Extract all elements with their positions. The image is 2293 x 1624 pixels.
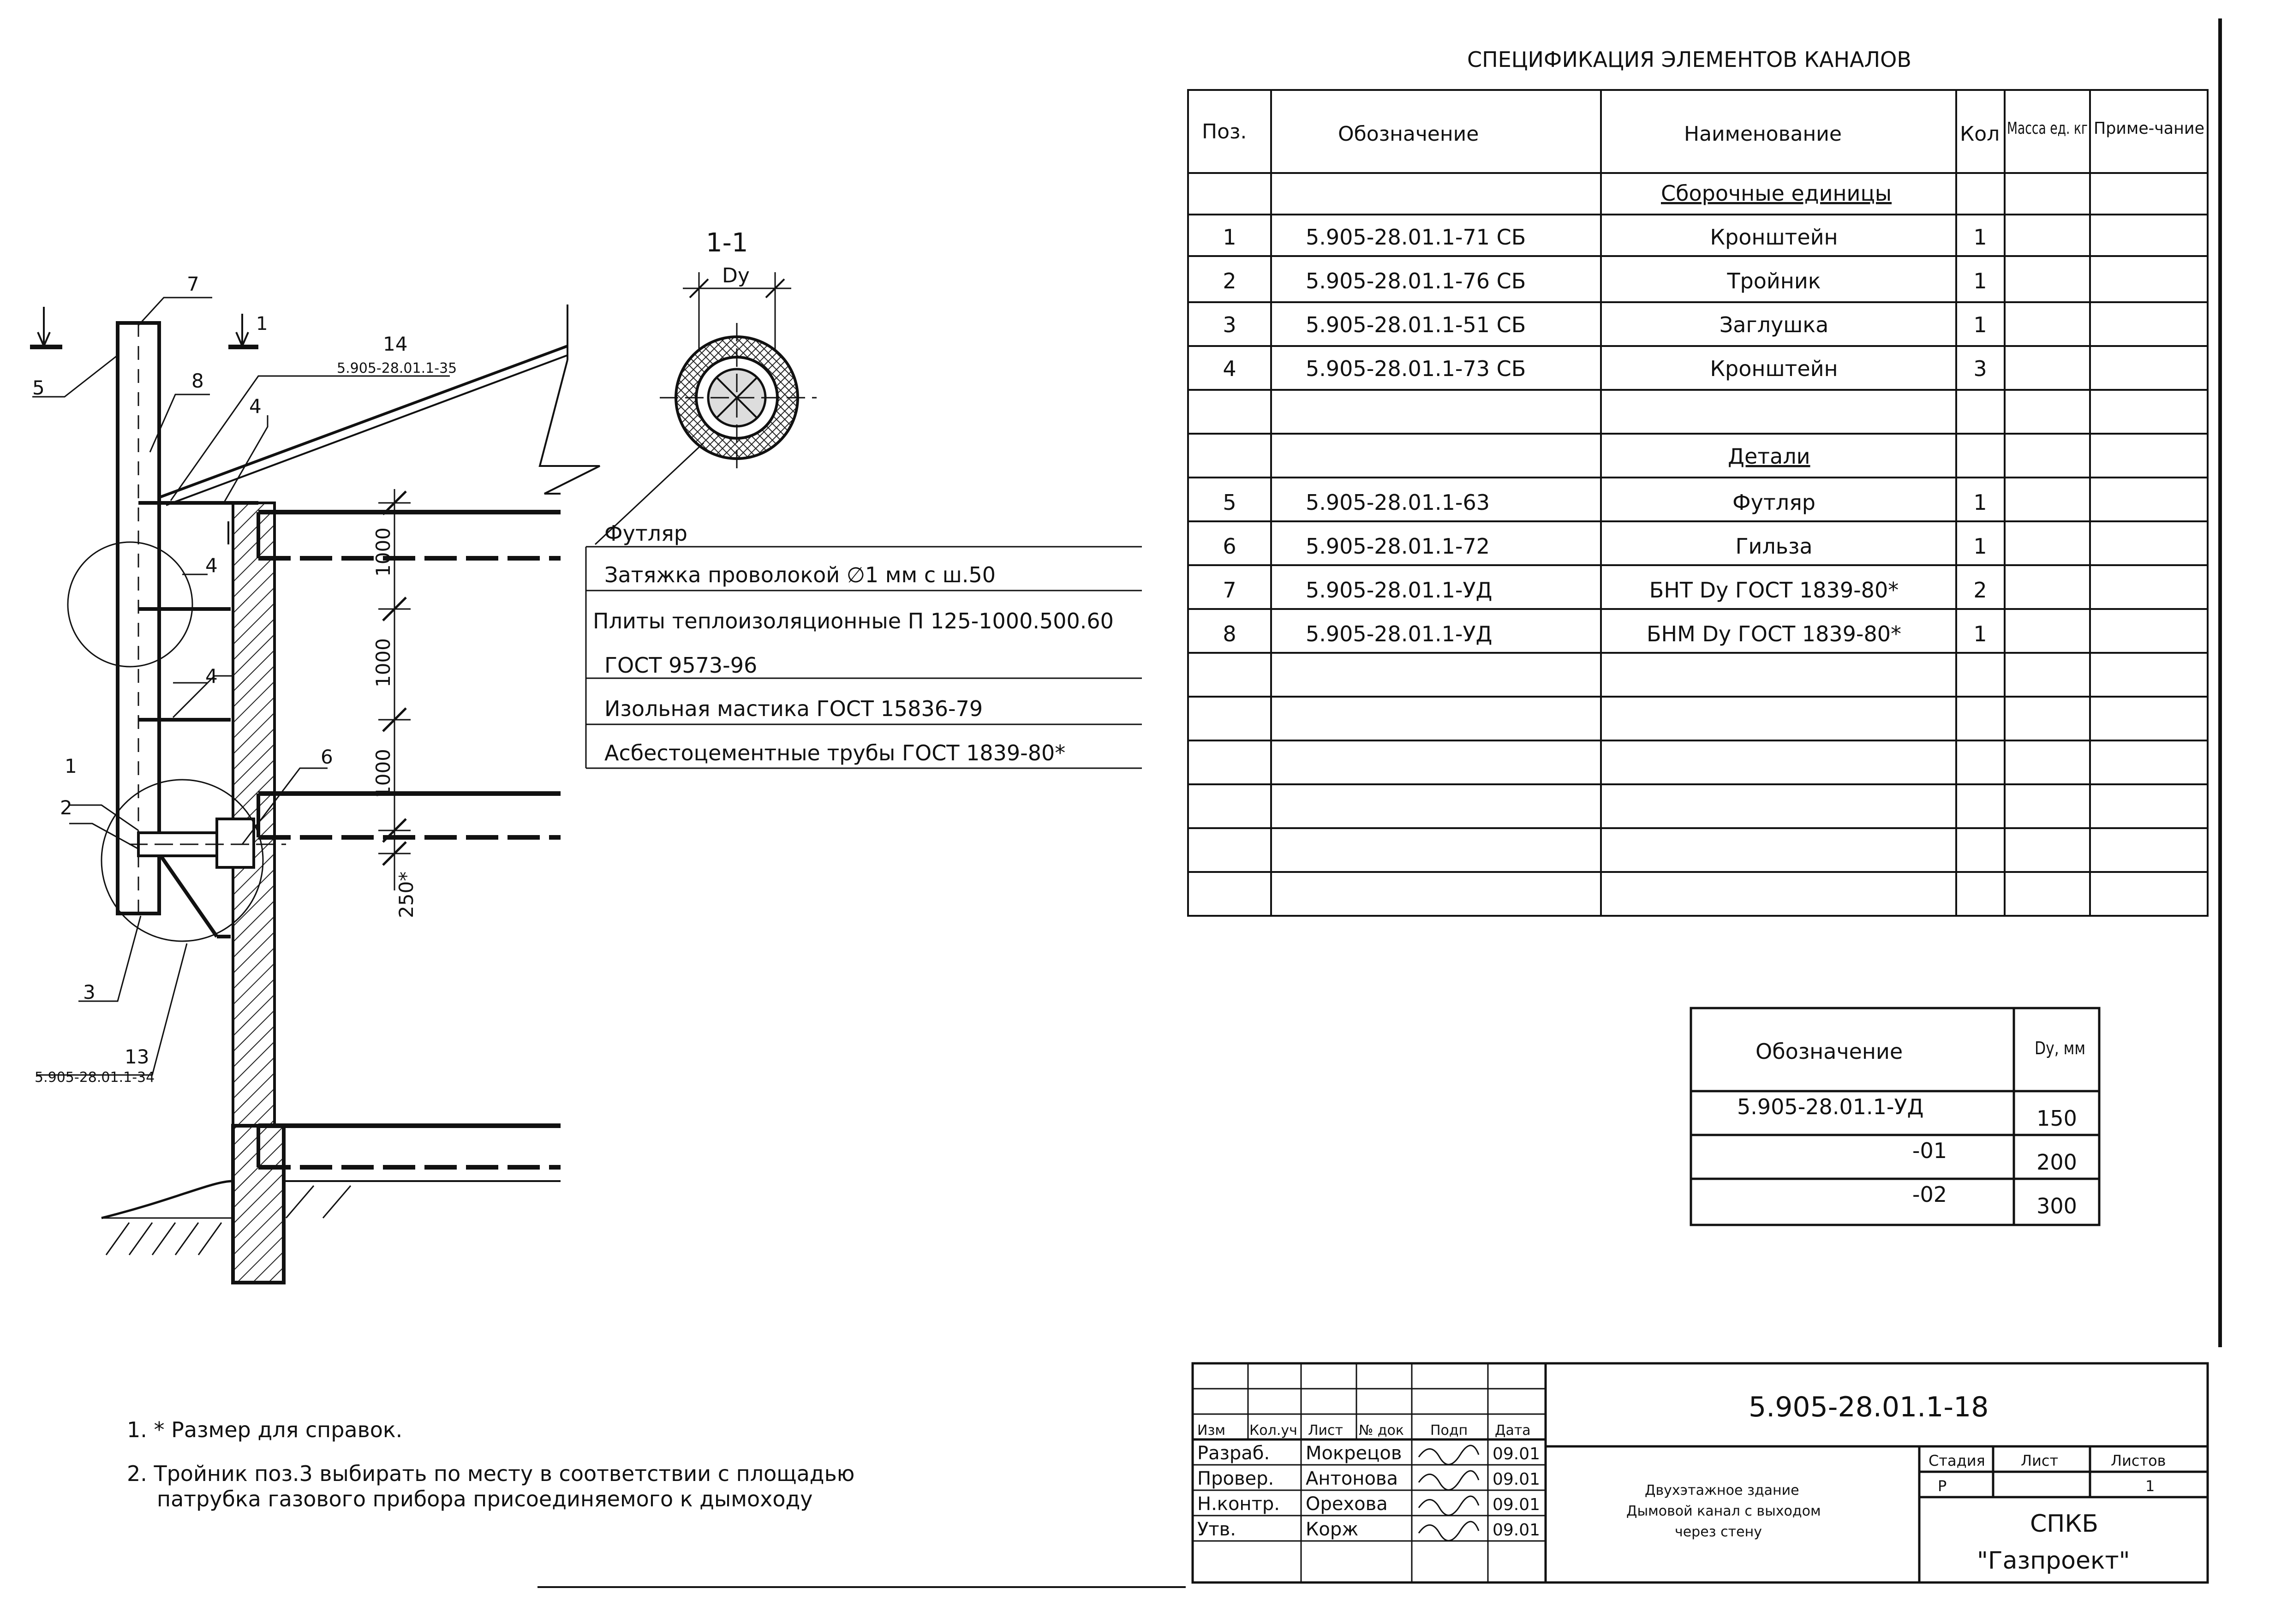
- stamp-h-kol: Кол.уч: [1249, 1422, 1297, 1439]
- dy-cell-code: -01: [1912, 1138, 1947, 1163]
- label-4-low: 4: [205, 665, 218, 687]
- spec-group-assembly: Сборочные единицы: [1661, 181, 1892, 206]
- spec-cell-pos: 8: [1223, 621, 1236, 646]
- label-5: 5: [32, 376, 45, 399]
- spec-cell-pos: 4: [1223, 356, 1236, 381]
- dy-cell-value: 150: [2036, 1106, 2077, 1131]
- dy-rows: [1737, 1094, 2077, 1218]
- floor-slabs: [258, 512, 561, 1167]
- spec-cell-name: БНТ Dу ГОСТ 1839-80*: [1649, 578, 1899, 603]
- note-2: 2. Тройник поз.3 выбирать по месту в соответствии с площадью: [127, 1461, 855, 1486]
- legend-1: Футляр: [604, 521, 687, 546]
- note-1: 1. * Размер для справок.: [127, 1417, 403, 1442]
- stamp-role: Утв.: [1197, 1519, 1236, 1540]
- spec-cell-name: Заглушка: [1719, 312, 1829, 337]
- dy-cell-code: -02: [1912, 1182, 1947, 1207]
- dy-cell-value: 300: [2036, 1194, 2077, 1218]
- signature: [1419, 1522, 1479, 1540]
- legend-4: ГОСТ 9573-96: [604, 653, 758, 678]
- spec-cell-name: Кронштейн: [1710, 225, 1838, 250]
- stamp-date: 09.01: [1493, 1470, 1541, 1489]
- dim-1000-top: 1000: [372, 527, 394, 577]
- spec-h-name: Наименование: [1684, 122, 1842, 146]
- doc-number: 5.905-28.01.1-18: [1749, 1391, 1989, 1423]
- note-3: патрубка газового прибора присоединяемого к дымоходу: [157, 1487, 813, 1511]
- spec-cell-qty: 3: [1973, 356, 1987, 381]
- cut-label: 1: [256, 313, 268, 334]
- spec-cell-name: Кронштейн: [1710, 356, 1838, 381]
- spec-title: СПЕЦИФИКАЦИЯ ЭЛЕМЕНТОВ КАНАЛОВ: [1467, 47, 1911, 72]
- legend-6: Асбестоцементные трубы ГОСТ 1839-80*: [604, 740, 1066, 765]
- stamp-role: Провер.: [1197, 1468, 1274, 1489]
- dy-h-dy: Dу, мм: [2035, 1038, 2085, 1058]
- spec-h-note: Приме-чание: [2094, 119, 2204, 138]
- label-6: 6: [321, 746, 333, 768]
- spec-table: [1188, 47, 2208, 916]
- spec-cell-code: 5.905-28.01.1-73 СБ: [1306, 356, 1526, 381]
- stamp-h-list: Лист: [1308, 1422, 1344, 1439]
- spec-h-pos: Поз.: [1202, 120, 1247, 143]
- spec-cell-qty: 1: [1973, 534, 1987, 559]
- dy-cell-value: 200: [2036, 1150, 2077, 1175]
- spec-cell-name: Гильза: [1735, 534, 1813, 559]
- section-legend: [586, 521, 1142, 768]
- spec-cell-qty: 1: [1973, 225, 1987, 250]
- label-2: 2: [60, 796, 72, 819]
- section-dim: Dу: [722, 264, 750, 287]
- spec-h-code: Обозначение: [1338, 122, 1479, 146]
- spec-cell-pos: 1: [1223, 225, 1236, 250]
- section-1-1: [595, 228, 817, 544]
- stamp-date: 09.01: [1493, 1495, 1541, 1514]
- wall: [233, 503, 275, 1126]
- stamp-h-podp: Подп: [1430, 1422, 1468, 1439]
- ground-hatch: [106, 1186, 351, 1255]
- spec-rows: [1223, 225, 1987, 646]
- ref-13: 5.905-28.01.1-34: [35, 1069, 155, 1086]
- ref-14: 5.905-28.01.1-35: [337, 360, 457, 376]
- roof-line-2: [166, 355, 567, 505]
- spec-cell-pos: 5: [1223, 490, 1236, 515]
- stamp-name: Антонова: [1306, 1468, 1398, 1489]
- dy-cell-code: 5.905-28.01.1-УД: [1737, 1094, 1924, 1119]
- org-2: "Газпроект": [1977, 1547, 2130, 1575]
- sheets-value: 1: [2145, 1477, 2155, 1495]
- ground-line: [102, 1181, 233, 1218]
- spec-cell-qty: 1: [1973, 312, 1987, 337]
- desc-3: через стену: [1675, 1524, 1762, 1540]
- spec-cell-code: 5.905-28.01.1-51 СБ: [1306, 312, 1526, 337]
- desc-2: Дымовой канал с выходом: [1626, 1503, 1821, 1519]
- spec-cell-code: 5.905-28.01.1-63: [1306, 490, 1490, 515]
- dy-table: [1691, 1008, 2099, 1225]
- spec-cell-pos: 2: [1223, 269, 1236, 293]
- stamp-h-izm: Изм: [1197, 1422, 1226, 1439]
- stamp-role: Н.контр.: [1197, 1493, 1280, 1515]
- spec-cell-name: Тройник: [1727, 269, 1821, 293]
- spec-cell-pos: 6: [1223, 534, 1236, 559]
- legend-3: Плиты теплоизоляционные П 125-1000.500.60: [593, 609, 1114, 633]
- stamp-name: Мокрецов: [1306, 1443, 1402, 1464]
- spec-cell-pos: 3: [1223, 312, 1236, 337]
- desc-1: Двухэтажное здание: [1645, 1482, 1799, 1499]
- spec-cell-code: 5.905-28.01.1-УД: [1306, 578, 1493, 603]
- spec-cell-code: 5.905-28.01.1-76 СБ: [1306, 269, 1526, 293]
- dimension-chain: [372, 489, 418, 918]
- sheet-h: Лист: [2021, 1452, 2059, 1469]
- spec-cell-qty: 1: [1973, 269, 1987, 293]
- spec-cell-qty: 2: [1973, 578, 1987, 603]
- stamp-name: Корж: [1306, 1519, 1359, 1540]
- spec-h-qty: Кол: [1960, 122, 2000, 146]
- spec-group-details: Детали: [1728, 444, 1810, 469]
- stamp-h-date: Дата: [1495, 1422, 1531, 1439]
- stamp-date: 09.01: [1493, 1445, 1541, 1463]
- stamp-name: Орехова: [1306, 1493, 1388, 1515]
- label-4-mid: 4: [205, 554, 218, 577]
- spec-cell-code: 5.905-28.01.1-72: [1306, 534, 1490, 559]
- legend-5: Изольная мастика ГОСТ 15836-79: [604, 696, 983, 721]
- label-4-top: 4: [249, 395, 262, 418]
- spec-cell-qty: 1: [1973, 490, 1987, 515]
- stamp-h-doc: № док: [1359, 1422, 1404, 1439]
- break-line: [540, 360, 600, 494]
- dim-1000-mid: 1000: [372, 638, 394, 687]
- signature: [1419, 1496, 1479, 1515]
- stage-value: Р: [1938, 1477, 1947, 1495]
- stamp-role: Разраб.: [1197, 1443, 1270, 1464]
- label-14: 14: [383, 333, 408, 355]
- stage-h: Стадия: [1929, 1452, 1985, 1469]
- signature: [1419, 1445, 1479, 1464]
- spec-cell-name: Футляр: [1732, 490, 1815, 515]
- chimney-pipe: [118, 323, 159, 914]
- title-block: [1193, 1363, 2208, 1582]
- label-13: 13: [125, 1045, 149, 1068]
- signature: [1419, 1471, 1479, 1490]
- section-title: 1-1: [706, 228, 748, 258]
- spec-cell-name: БНМ Dу ГОСТ 1839-80*: [1646, 621, 1902, 646]
- spec-cell-code: 5.905-28.01.1-УД: [1306, 621, 1493, 646]
- legend-2: Затяжка проволокой ∅1 мм с ш.50: [604, 562, 996, 587]
- dim-1000-low: 1000: [372, 749, 394, 798]
- org-1: СПКБ: [2030, 1510, 2099, 1538]
- spec-cell-qty: 1: [1973, 621, 1987, 646]
- sleeve: [217, 819, 254, 867]
- stamp-date: 09.01: [1493, 1521, 1541, 1540]
- label-3: 3: [83, 981, 96, 1003]
- spec-cell-pos: 7: [1223, 578, 1236, 603]
- label-1: 1: [65, 755, 77, 777]
- spec-cell-code: 5.905-28.01.1-71 СБ: [1306, 225, 1526, 250]
- elevation-drawing: [30, 273, 600, 1283]
- label-7: 7: [187, 273, 199, 295]
- spec-h-mass: Масса ед. кг: [2007, 119, 2088, 138]
- label-8: 8: [191, 370, 204, 392]
- stamp-people: [1197, 1443, 1540, 1540]
- dim-250: 250*: [395, 871, 418, 918]
- sheets-h: Листов: [2111, 1452, 2166, 1469]
- dy-h-code: Обозначение: [1756, 1039, 1903, 1064]
